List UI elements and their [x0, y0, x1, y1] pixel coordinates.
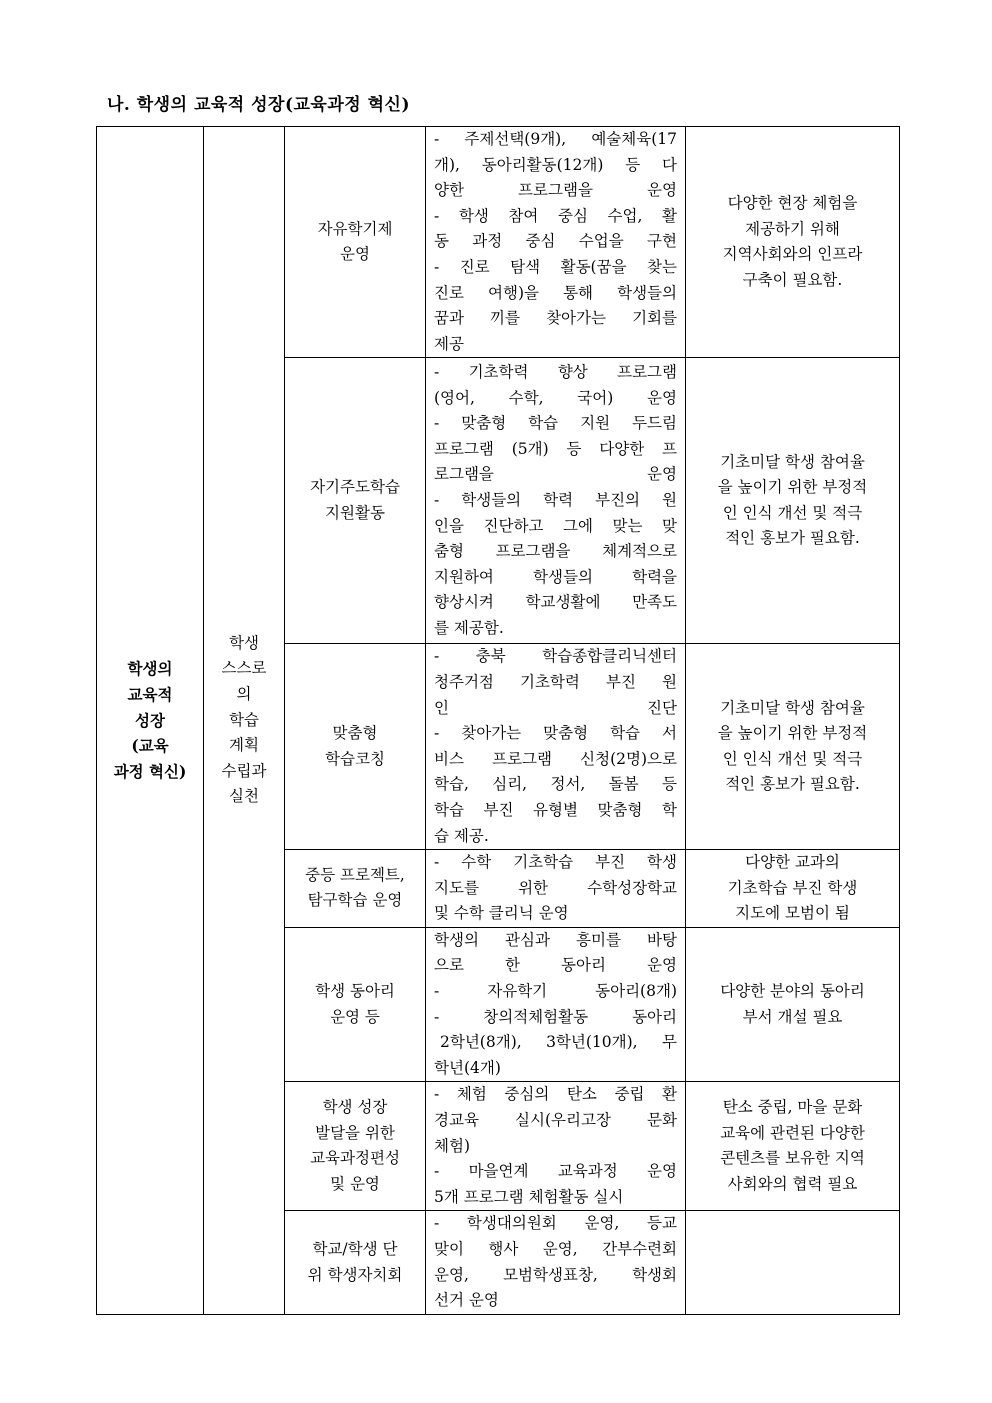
cell-line: 적인 홍보가 필요함. [725, 775, 860, 794]
cell-line: - 맞춤형 학습 지원 두드림 [434, 414, 677, 433]
cell-line: 발달을 위한 [315, 1123, 395, 1142]
cell-line: 지역사회와의 인프라 [722, 245, 863, 264]
cell-line: 의 [236, 685, 252, 703]
details-cell [426, 1082, 686, 1211]
subcategory-cell [204, 127, 285, 1315]
note-cell [686, 358, 900, 644]
cell-line: 학습코칭 [325, 749, 385, 768]
cell-line: 학습, 심리, 정서, 돌봄 등 [434, 775, 677, 794]
cell-line: 과정 혁신) [113, 761, 187, 781]
cell-line: 다양한 교과의 [745, 853, 840, 872]
details-cell [426, 850, 686, 928]
cell-line: 위 학생자치회 [307, 1265, 403, 1284]
cell-line: 부서 개설 필요 [742, 1007, 843, 1026]
cell-line: - 창의적체험활동 동아리 [434, 1007, 677, 1026]
program-cell [285, 1211, 426, 1314]
cell-line: 운영, 모범학생표창, 학생회 [434, 1265, 677, 1284]
cell-line: 지도를 위한 수학성장학교 [434, 878, 677, 897]
cell-line: 구축이 필요함. [742, 270, 843, 289]
details-cell [426, 927, 686, 1082]
cell-line: 동 과정 중심 수업을 구현 [434, 232, 677, 251]
cell-line: - 기초학력 향상 프로그램 [434, 363, 677, 382]
cell-line: 개), 동아리활동(12개) 등 다 [434, 155, 677, 174]
cell-line: 자기주도학습 [310, 478, 400, 497]
program-cell [285, 127, 426, 358]
cell-line: 프로그램 (5개) 등 다양한 프 [434, 439, 677, 458]
cell-line: 체험) [434, 1136, 470, 1155]
cell-line: 제공하기 위해 [745, 219, 840, 238]
cell-line: 비스 프로그램 신청(2명)으로 [434, 749, 677, 768]
cell-line: 다양한 분야의 동아리 [720, 982, 865, 1001]
cell-line: 자유학기제 [317, 219, 393, 238]
cell-line: 교육적 [127, 685, 173, 704]
cell-line: 및 운영 [330, 1175, 380, 1194]
cell-line: - 찾아가는 맞춤형 학습 서 [434, 724, 677, 743]
cell-line: 학습 부진 유형별 맞춤형 학 [434, 800, 677, 819]
cell-line: 계획 [229, 736, 259, 755]
cell-line: - 학생대의원회 운영, 등교 [434, 1214, 677, 1233]
cell-line: 기초학습 부진 학생 [727, 878, 858, 897]
program-cell [285, 358, 426, 644]
program-cell [285, 850, 426, 928]
cell-line: 탐구학습 운영 [307, 891, 403, 910]
cell-line: 탄소 중립, 마을 문화 [722, 1098, 863, 1117]
cell-line: 5개 프로그램 체험활동 실시 [434, 1187, 624, 1206]
note-cell [686, 127, 900, 358]
cell-line: 꿈과 끼를 찾아가는 기회를 [434, 309, 677, 328]
cell-line: 로그램을 운영 [434, 465, 677, 484]
cell-line: 학교/학생 단 [312, 1240, 398, 1258]
cell-line: 학생의 [127, 659, 173, 679]
cell-line: 인 진단 [434, 698, 677, 717]
program-cell [285, 1082, 426, 1211]
cell-line: - 주제선택(9개), 예술체육(17 [434, 130, 677, 148]
cell-line: 춤형 프로그램을 체계적으로 [434, 542, 677, 561]
cell-line: 운영 등 [330, 1007, 380, 1026]
cell-line: - 수학 기초학습 부진 학생 [434, 853, 677, 872]
program-cell [285, 644, 426, 850]
cell-line: 인 인식 개선 및 적극 [722, 503, 863, 522]
cell-line: - 자유학기 동아리(8개) [434, 982, 677, 1001]
cell-line: 및 수학 클리닉 운영 [434, 904, 569, 923]
cell-line: 학습 [229, 710, 259, 729]
category-cell [97, 127, 204, 1315]
cell-line: 기초미달 학생 참여율 [720, 452, 865, 471]
cell-line: 선거 운영 [434, 1291, 499, 1310]
cell-line: 스스로 [221, 659, 267, 678]
cell-line: 양한 프로그램을 운영 [434, 181, 677, 200]
cell-line: 청주거점 기초학력 부진 원 [434, 672, 677, 691]
note-cell [686, 644, 900, 850]
cell-line: 교육과정편성 [310, 1149, 400, 1168]
cell-line: 다양한 현장 체험을 [727, 193, 858, 212]
cell-line: - 마을연계 교육과정 운영 [434, 1162, 677, 1181]
cell-line: 경교육 실시(우리고장 문화 [434, 1111, 677, 1130]
cell-line: 지도에 모범이 됨 [735, 904, 850, 923]
cell-line: - 진로 탐색 활동(꿈을 찾는 [434, 257, 677, 276]
details-cell [426, 127, 686, 358]
program-cell [285, 927, 426, 1082]
cell-line: 콘텐츠를 보유한 지역 [720, 1149, 865, 1168]
cell-line: 수립과 [221, 761, 267, 780]
curriculum-innovation-table [96, 126, 900, 1315]
cell-line: 진로 여행)을 통해 학생들의 [434, 283, 677, 302]
cell-line: 학생 [229, 633, 259, 652]
details-cell [426, 358, 686, 644]
note-cell [686, 927, 900, 1082]
note-cell [686, 850, 900, 928]
section-heading: 나. 학생의 교육적 성장(교육과정 혁신) [107, 95, 411, 115]
cell-line: 지원하여 학생들의 학력을 [434, 567, 677, 586]
cell-line: 중등 프로젝트, [305, 865, 405, 884]
cell-line: 인을 진단하고 그에 맞는 맞 [434, 516, 677, 535]
cell-line: 인 인식 개선 및 적극 [722, 749, 863, 768]
cell-line: 학생 성장 [322, 1098, 388, 1117]
note-cell [686, 1082, 900, 1211]
cell-line: 학년(4개) [434, 1058, 501, 1077]
cell-line: 2학년(8개), 3학년(10개), 무 [440, 1033, 677, 1052]
note-cell [686, 1211, 900, 1314]
cell-line: 사회와의 협력 필요 [727, 1175, 858, 1194]
cell-line: 실천 [229, 787, 259, 806]
cell-line: 습 제공. [434, 826, 489, 845]
table-row [97, 127, 900, 358]
cell-line: 을 높이기 위한 부정적 [717, 478, 868, 497]
cell-line: 를 제공함. [434, 619, 504, 638]
cell-line: 기초미달 학생 참여율 [720, 698, 865, 717]
cell-line: 지원활동 [325, 503, 385, 522]
cell-line: 적인 홍보가 필요함. [725, 529, 860, 548]
cell-line: 제공 [434, 334, 464, 353]
cell-line: 성장 [135, 710, 165, 730]
cell-line: 학생의 관심과 흥미를 바탕 [434, 930, 677, 949]
cell-line: - 충북 학습종합클리닉센터 [434, 647, 677, 666]
cell-line: 을 높이기 위한 부정적 [717, 724, 868, 743]
cell-line: - 학생 참여 중심 수업, 활 [434, 206, 677, 225]
cell-line: - 학생들의 학력 부진의 원 [434, 491, 677, 510]
cell-line: 교육에 관련된 다양한 [720, 1123, 865, 1142]
cell-line: 향상시켜 학교생활에 만족도 [434, 593, 677, 612]
details-cell [426, 644, 686, 850]
cell-line: 운영 [340, 245, 370, 264]
details-cell [426, 1211, 686, 1314]
cell-line: 학생 동아리 [315, 982, 395, 1001]
cell-line: (교육 [131, 736, 169, 756]
cell-line: 맞이 행사 운영, 간부수련회 [434, 1240, 677, 1258]
cell-line: 맞춤형 [332, 724, 378, 743]
cell-line: (영어, 수학, 국어) 운영 [434, 388, 677, 407]
cell-line: 으로 한 동아리 운영 [434, 956, 677, 975]
cell-line: - 체험 중심의 탄소 중립 환 [434, 1085, 677, 1104]
